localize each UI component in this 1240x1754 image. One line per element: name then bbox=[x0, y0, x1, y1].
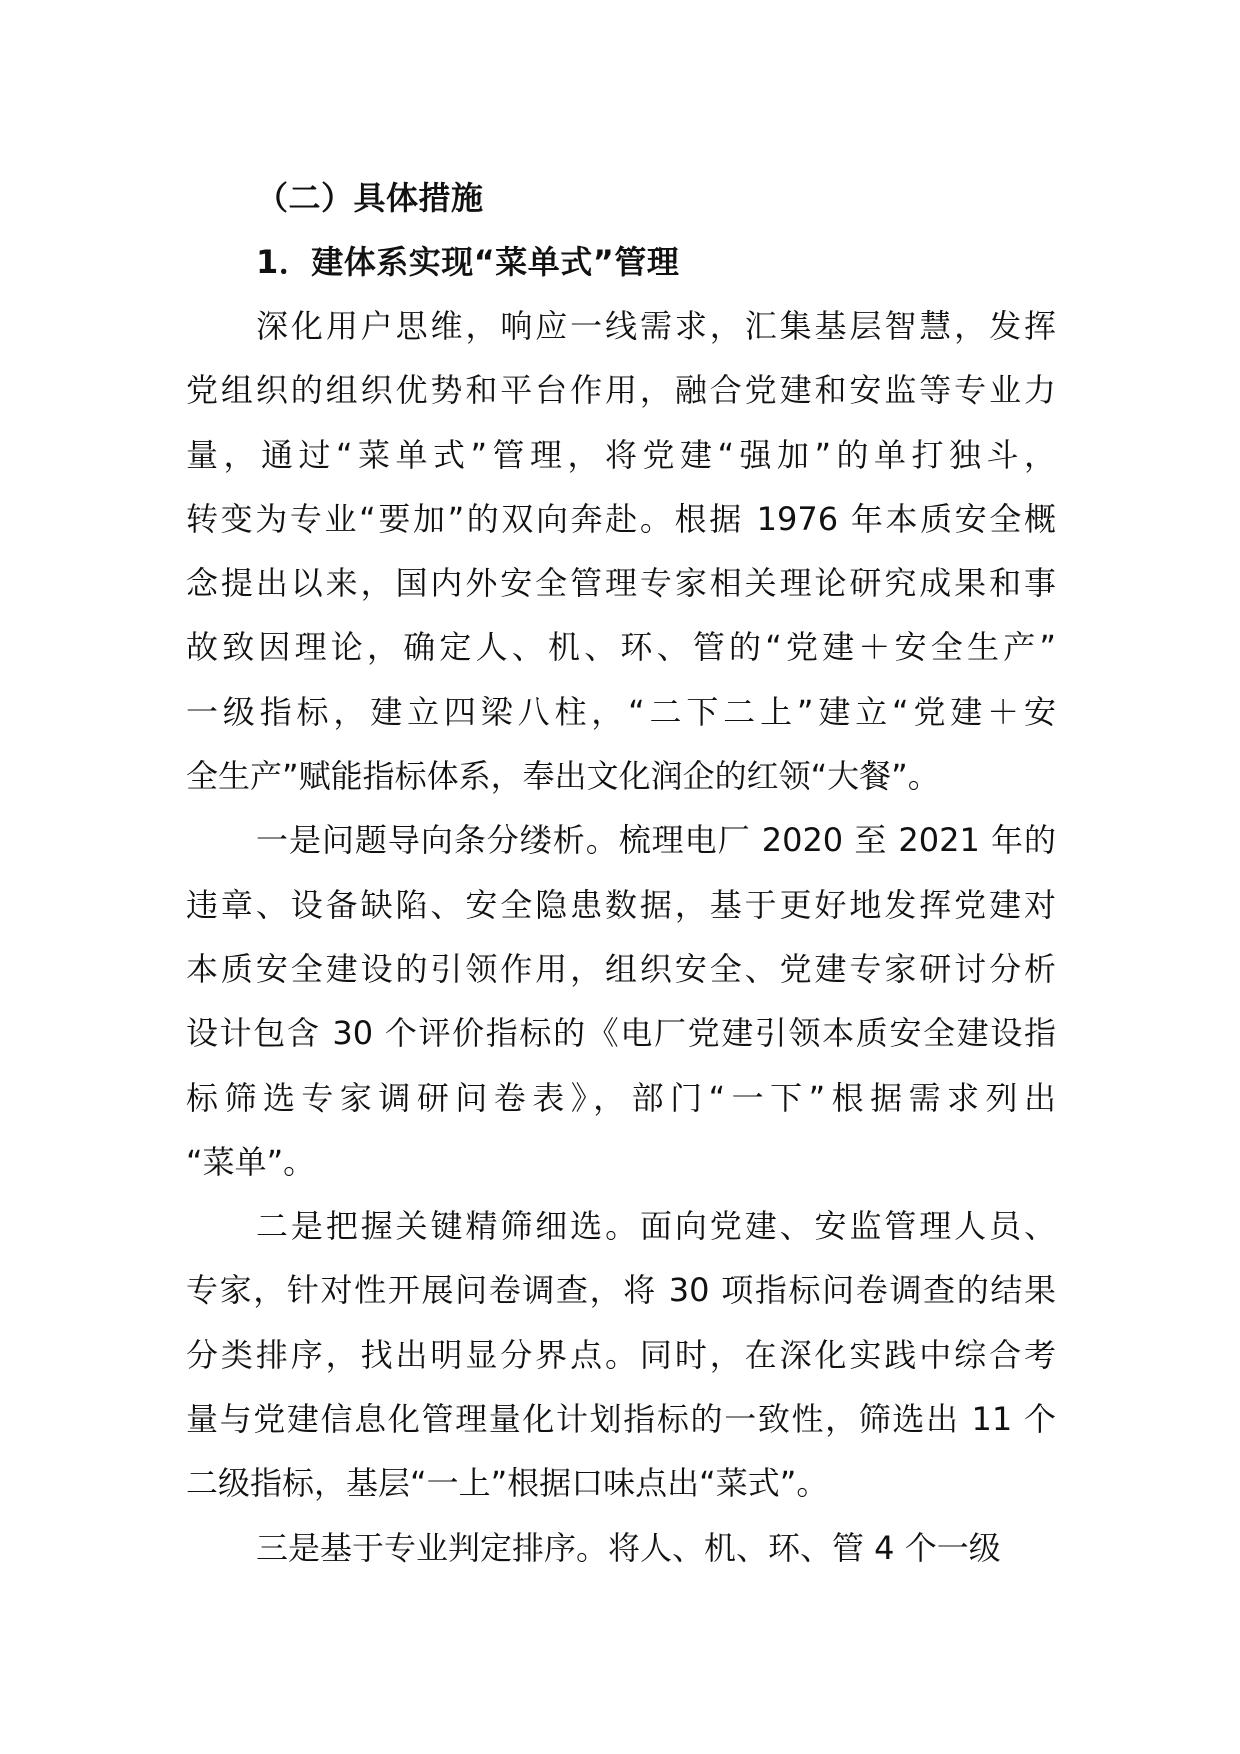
text-line: 念提出以来，国内外安全管理专家相关理论研究成果和事 bbox=[186, 564, 1056, 603]
paragraph-2 bbox=[186, 808, 1056, 1194]
text-line: 故致因理论，确定人、机、环、管的“党建＋安全生产” bbox=[186, 628, 1056, 667]
text-line: 标筛选专家调研问卷表》，部门“一下”根据需求列出 bbox=[186, 1078, 1056, 1117]
text-line: 党组织的组织优势和平台作用，融合党建和安监等专业力 bbox=[186, 371, 1056, 410]
text-line: 全生产”赋能指标体系，奉出文化润企的红领“大餐”。 bbox=[186, 757, 940, 796]
text-line: “菜单”。 bbox=[186, 1142, 316, 1181]
text-line: 二级指标，基层“一上”根据口味点出“菜式”。 bbox=[186, 1464, 829, 1503]
text-line: 一级指标，建立四梁八柱，“二下二上”建立“党建＋安 bbox=[186, 692, 1056, 731]
subsection-heading: 1．建体系实现“菜单式”管理 bbox=[256, 243, 680, 281]
text-line: 深化用户思维，响应一线需求，汇集基层智慧，发挥 bbox=[256, 307, 1056, 345]
document-body bbox=[186, 166, 1056, 1580]
paragraph-3 bbox=[186, 1194, 1056, 1515]
text-line: 违章、设备缺陷、安全隐患数据，基于更好地发挥党建对 bbox=[186, 885, 1056, 924]
text-line: 分类排序，找出明显分界点。同时，在深化实践中综合考 bbox=[186, 1335, 1056, 1374]
text-line: 本质安全建设的引领作用，组织安全、党建专家研讨分析 bbox=[186, 949, 1056, 988]
section-heading: （二）具体措施 bbox=[256, 179, 484, 217]
text-line: 三是基于专业判定排序。将人、机、环、管 4 个一级 bbox=[256, 1528, 1001, 1567]
text-line: 设计包含 30 个评价指标的《电厂党建引领本质安全建设指 bbox=[186, 1014, 1056, 1053]
text-line: 转变为专业“要加”的双向奔赴。根据 1976 年本质安全概 bbox=[186, 499, 1056, 538]
text-line: 专家，针对性开展问卷调查，将 30 项指标问卷调查的结果 bbox=[186, 1271, 1056, 1310]
text-line: 一是问题导向条分缕析。梳理电厂 2020 至 2021 年的 bbox=[256, 821, 1056, 860]
paragraph-4 bbox=[186, 1516, 1056, 1580]
text-line: 二是把握关键精筛细选。面向党建、安监管理人员、 bbox=[256, 1207, 1056, 1246]
text-line: 量与党建信息化管理量化计划指标的一致性，筛选出 11 个 bbox=[186, 1400, 1056, 1439]
text-line: 量，通过“菜单式”管理，将党建“强加”的单打独斗， bbox=[186, 435, 1056, 474]
paragraph-1 bbox=[186, 294, 1056, 808]
